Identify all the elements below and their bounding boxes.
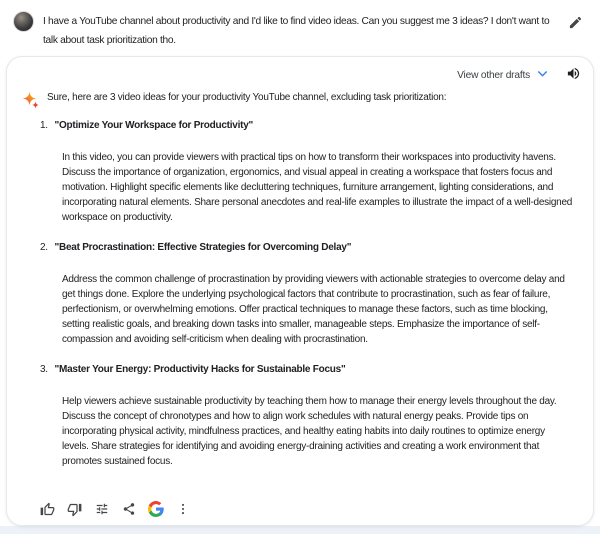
response-card bbox=[6, 56, 594, 526]
share-icon bbox=[122, 502, 136, 516]
list-item bbox=[40, 362, 573, 469]
model-response bbox=[7, 87, 593, 484]
response-intro: Sure, here are 3 video ideas for your productivity YouTube channel, excluding task prioritization: bbox=[47, 92, 447, 103]
pencil-icon bbox=[568, 15, 583, 33]
page-background-strip bbox=[0, 526, 600, 534]
user-message-text: I have a YouTube channel about productivity and I'd like to find video ideas. Can you suggest me 3 ideas? I don't want to talk about task prioritization tho. bbox=[43, 16, 550, 46]
item-title: "Beat Procrastination: Effective Strategies for Overcoming Delay" bbox=[54, 242, 352, 253]
item-number: 2. bbox=[40, 242, 48, 253]
speaker-icon bbox=[566, 66, 581, 84]
more-options-button[interactable] bbox=[175, 501, 190, 517]
item-title: "Master Your Energy: Productivity Hacks for Sustainable Focus" bbox=[54, 364, 346, 375]
item-body: Address the common challenge of procrastination by providing viewers with actionable strategies to overcome delay and get things done. Explore the underlying psychological factors that contribute to procrastination, such as fear of failure, perfectionism, or overwhelming emotions. Offer practical techniques to manage these factors, such as time blocking, setting realistic goals, and breaking down tasks into smaller, manageable steps. Emphasize the importance of self-compassion and avoiding self-criticism when dealing with procrastination. bbox=[62, 274, 565, 345]
response-action-bar bbox=[40, 501, 190, 517]
item-number: 1. bbox=[40, 120, 48, 131]
item-body: In this video, you can provide viewers with practical tips on how to transform their workspaces into productivity havens. Discuss the importance of organization, ergonomics, and visual appeal in creating a workspace that fosters focus and motivation. Highlight specific elements like decluttering techniques, furniture arrangement, lighting considerations, and incorporating natural elements. Share personal anecdotes and real-life examples to illustrate the impact of a well-designed workspace on productivity. bbox=[62, 152, 573, 223]
edit-prompt-button[interactable] bbox=[566, 15, 584, 33]
response-content bbox=[40, 87, 573, 484]
item-body: Help viewers achieve sustainable productivity by teaching them how to manage their energy levels throughout the day. Discuss the concept of chronotypes and how to align work schedules with natural energy peaks. Provide tips on incorporating physical activity, mindfulness practices, and healthy eating habits into daily routines to optimize energy levels. Share strategies for identifying and avoiding energy-draining activities and creating a work environment that promotes sustained focus. bbox=[62, 396, 557, 467]
item-title: "Optimize Your Workspace for Productivity" bbox=[54, 120, 254, 131]
modify-response-button[interactable] bbox=[94, 501, 109, 517]
list-item bbox=[40, 118, 573, 225]
tune-icon bbox=[95, 502, 109, 516]
more-vert-icon bbox=[176, 502, 190, 516]
drafts-bar bbox=[7, 57, 593, 83]
user-message-row bbox=[0, 0, 600, 56]
view-other-drafts-label: View other drafts bbox=[457, 69, 530, 81]
list-item bbox=[40, 240, 573, 347]
chevron-down-icon bbox=[535, 66, 550, 84]
thumbs-down-icon bbox=[67, 502, 82, 517]
item-number: 3. bbox=[40, 364, 48, 375]
bard-sparkle-icon bbox=[21, 91, 40, 110]
thumbs-down-button[interactable] bbox=[67, 501, 82, 517]
thumbs-up-button[interactable] bbox=[40, 501, 55, 517]
thumbs-up-icon bbox=[40, 502, 55, 517]
share-button[interactable] bbox=[121, 501, 136, 517]
read-aloud-button[interactable] bbox=[563, 65, 583, 85]
google-g-icon bbox=[148, 501, 164, 517]
google-it-button[interactable] bbox=[148, 501, 163, 517]
user-avatar bbox=[13, 11, 34, 32]
view-other-drafts-button[interactable] bbox=[453, 64, 554, 86]
